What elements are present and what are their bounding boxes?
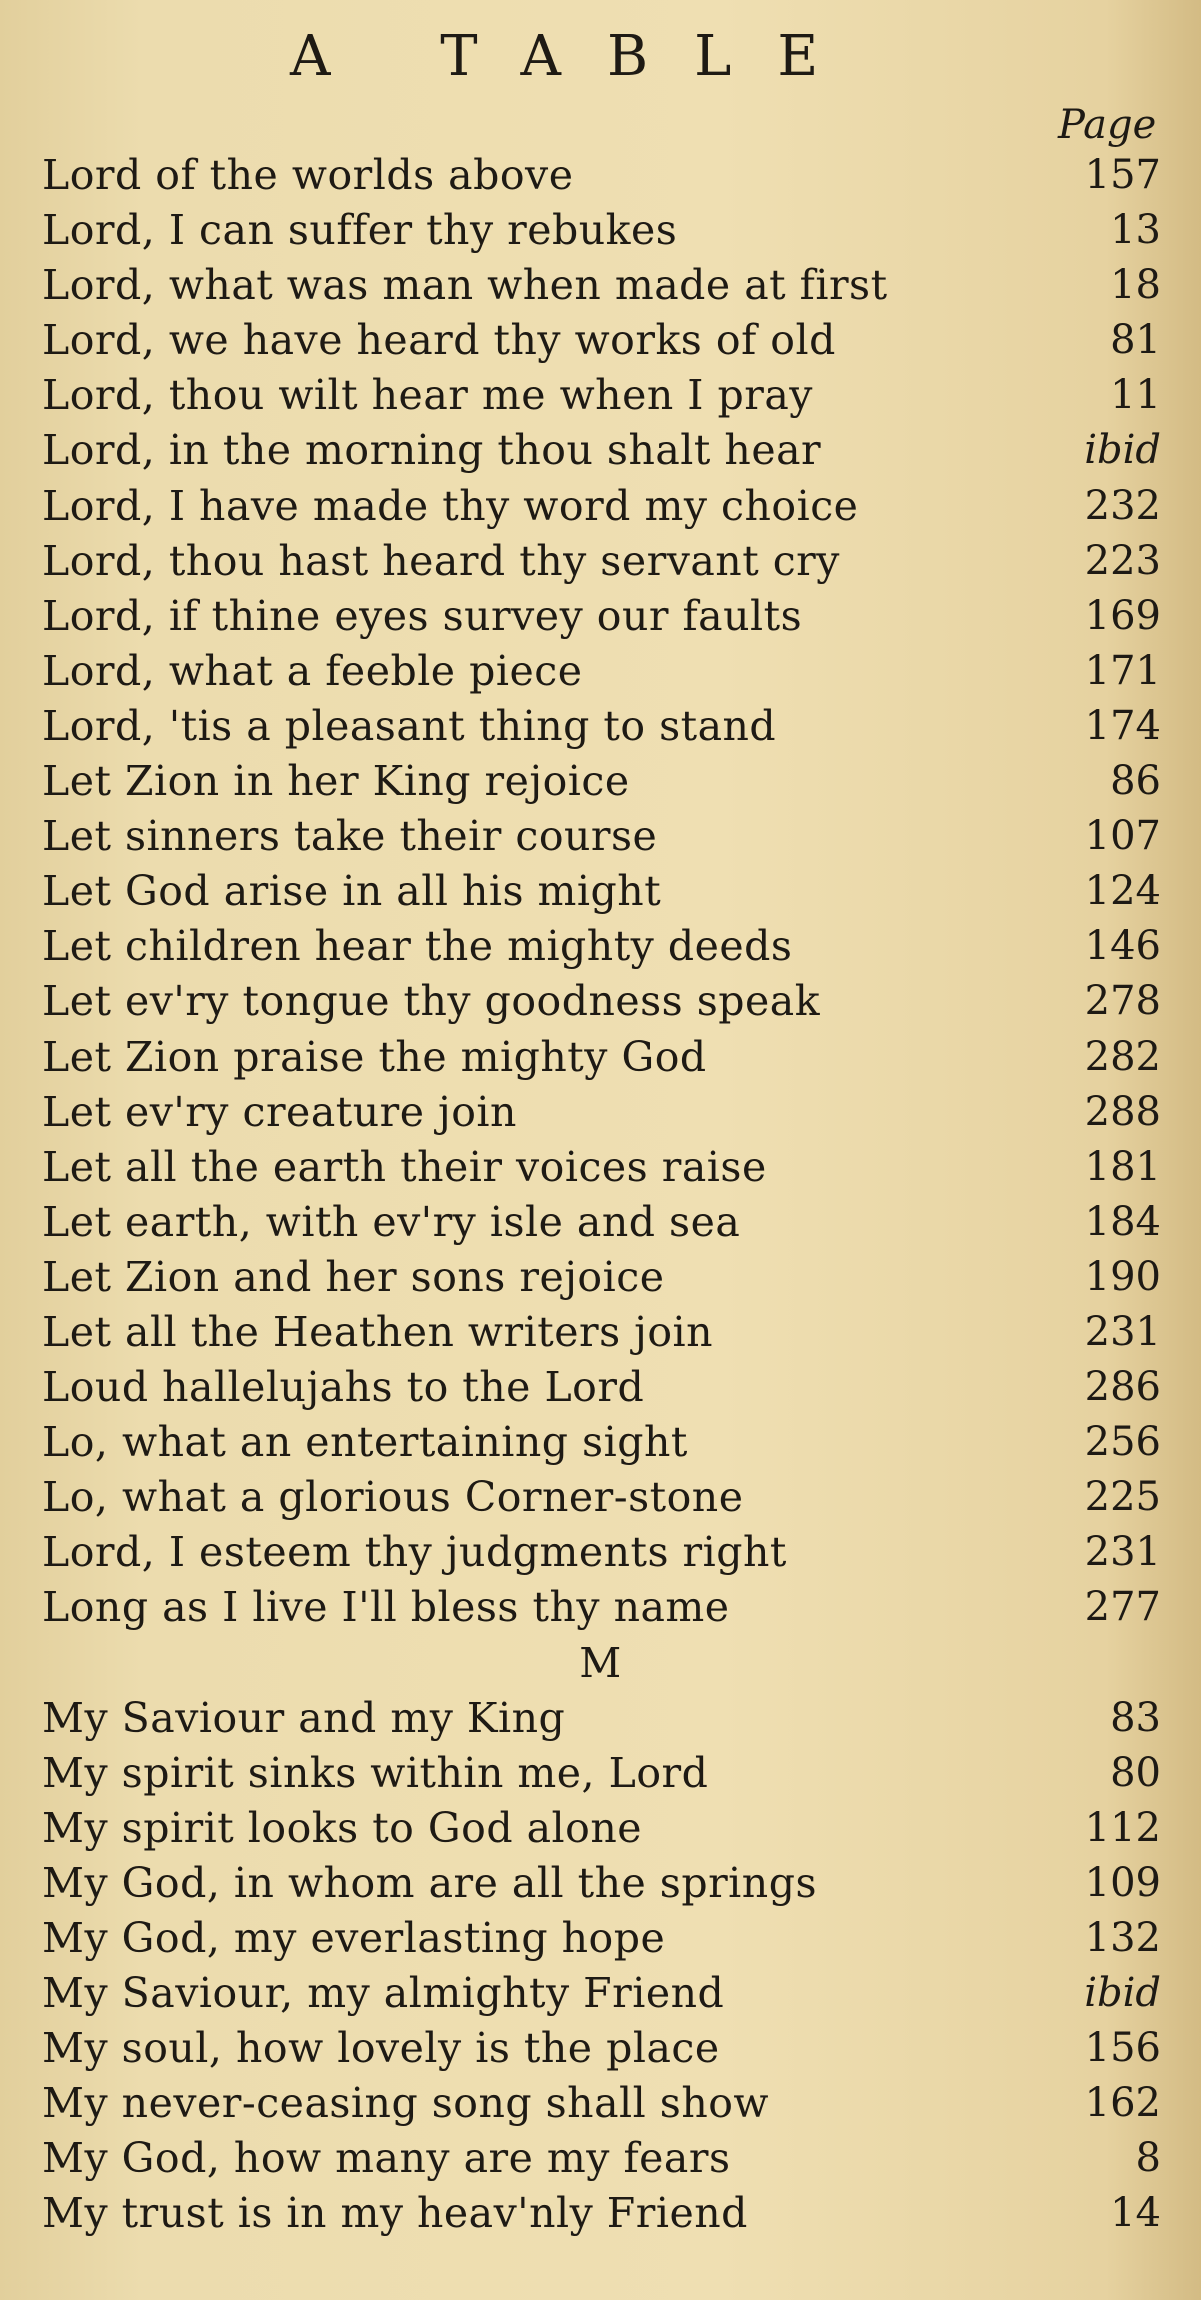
- entry-first-line: My soul, how lovely is the place: [42, 2024, 720, 2073]
- entry-page-number: 184: [1084, 1198, 1161, 1245]
- entry-page-number: 190: [1084, 1253, 1161, 1300]
- entry-page-number: 278: [1084, 978, 1161, 1025]
- entry-page-number: 162: [1084, 2080, 1161, 2127]
- index-entry: [0, 2186, 1201, 2241]
- index-entry: [0, 699, 1201, 754]
- index-entry: [0, 1856, 1201, 1911]
- index-list: [0, 148, 1201, 2242]
- index-entry: [0, 1911, 1201, 1966]
- entry-first-line: Let Zion and her sons rejoice: [42, 1252, 665, 1301]
- entry-page-number: 14: [1110, 2190, 1161, 2237]
- entry-page-number: 256: [1084, 1419, 1161, 1466]
- entry-first-line: My never-ceasing song shall show: [42, 2079, 770, 2128]
- entry-page-number: 223: [1084, 537, 1161, 584]
- index-entry: [0, 534, 1201, 589]
- entry-page-number: 277: [1084, 1584, 1161, 1631]
- entry-page-number: 231: [1084, 1308, 1161, 1355]
- index-entry: [0, 313, 1201, 368]
- index-entry: [0, 754, 1201, 809]
- index-entry: [0, 479, 1201, 534]
- entry-first-line: Lord, what was man when made at first: [42, 261, 888, 310]
- index-entry: [0, 1140, 1201, 1195]
- entry-first-line: My spirit looks to God alone: [42, 1803, 643, 1852]
- entry-page-number: 13: [1110, 207, 1161, 254]
- index-entry: [0, 1030, 1201, 1085]
- entry-first-line: My Saviour, my almighty Friend: [42, 1969, 725, 2018]
- entry-page-number: 169: [1084, 592, 1161, 639]
- entry-first-line: Lord, I can suffer thy rebukes: [42, 206, 678, 255]
- index-entry: [0, 1746, 1201, 1801]
- entry-page-number: 171: [1084, 647, 1161, 694]
- entry-page-number: 232: [1084, 482, 1161, 529]
- index-entry: [0, 1801, 1201, 1856]
- entry-page-number: 80: [1110, 1749, 1161, 1796]
- entry-first-line: Lord, if thine eyes survey our faults: [42, 591, 803, 640]
- entry-page-number: 174: [1084, 702, 1161, 749]
- page-column-label: Page: [1058, 102, 1157, 148]
- entry-first-line: Lord, I have made thy word my choice: [42, 481, 859, 530]
- entry-page-number: 107: [1084, 813, 1161, 860]
- entry-first-line: Let God arise in all his might: [42, 867, 662, 916]
- index-entry: [0, 1360, 1201, 1415]
- index-entry: [0, 423, 1201, 478]
- entry-page-number: 11: [1110, 372, 1161, 419]
- entry-page-number: 109: [1084, 1859, 1161, 1906]
- index-entry: [0, 1250, 1201, 1305]
- entry-first-line: Let children hear the mighty deeds: [42, 922, 793, 971]
- entry-first-line: My God, my everlasting hope: [42, 1914, 666, 1962]
- entry-first-line: Let Zion in her King rejoice: [42, 757, 630, 806]
- entry-first-line: Lord, we have heard thy works of old: [42, 316, 836, 365]
- entry-first-line: Loud hallelujahs to the Lord: [42, 1363, 645, 1412]
- entry-first-line: Let ev'ry creature join: [42, 1087, 517, 1136]
- entry-first-line: Let all the earth their voices raise: [42, 1142, 767, 1191]
- index-entry: [0, 919, 1201, 974]
- index-entry: [0, 368, 1201, 423]
- entry-first-line: Lord, thou wilt hear me when I pray: [42, 371, 813, 420]
- entry-page-number: 112: [1084, 1804, 1161, 1851]
- entry-page-number: 156: [1084, 2025, 1161, 2072]
- entry-first-line: My trust is in my heav'nly Friend: [42, 2189, 748, 2238]
- index-entry: [0, 1470, 1201, 1525]
- entry-first-line: Let Zion praise the mighty God: [42, 1032, 707, 1081]
- entry-first-line: Lord, in the morning thou shalt hear: [42, 426, 822, 475]
- section-heading: [0, 1636, 1201, 1691]
- index-entry: [0, 1195, 1201, 1250]
- entry-first-line: Lo, what an entertaining sight: [42, 1418, 688, 1467]
- index-entry: [0, 2021, 1201, 2076]
- entry-first-line: Lord, I esteem thy judgments right: [42, 1528, 787, 1577]
- entry-first-line: Let earth, with ev'ry isle and sea: [42, 1197, 741, 1246]
- entry-first-line: Lo, what a glorious Corner-stone: [42, 1473, 744, 1522]
- entry-page-number: 81: [1110, 317, 1161, 364]
- entry-page-number: 288: [1084, 1088, 1161, 1135]
- index-entry: [0, 589, 1201, 644]
- entry-first-line: Let ev'ry tongue thy goodness speak: [42, 977, 821, 1026]
- index-entry: [0, 2076, 1201, 2131]
- entry-first-line: My Saviour and my King: [42, 1693, 566, 1742]
- entry-page-number: ibid: [1084, 1970, 1161, 2017]
- index-entry: [0, 1085, 1201, 1140]
- index-entry: [0, 1305, 1201, 1360]
- entry-first-line: Lord, thou hast heard thy servant cry: [42, 536, 840, 585]
- entry-first-line: My spirit sinks within me, Lord: [42, 1748, 709, 1797]
- index-entry: [0, 203, 1201, 258]
- entry-page-number: 18: [1110, 262, 1161, 309]
- entry-page-number: 86: [1110, 758, 1161, 805]
- entry-first-line: Long as I live I'll bless thy name: [42, 1583, 730, 1632]
- entry-page-number: 286: [1084, 1364, 1161, 1411]
- entry-page-number: 231: [1084, 1529, 1161, 1576]
- entry-first-line: Lord, 'tis a pleasant thing to stand: [42, 701, 777, 750]
- index-entry: [0, 2131, 1201, 2186]
- entry-page-number: 132: [1084, 1915, 1161, 1961]
- entry-first-line: Lord, what a feeble piece: [42, 646, 583, 695]
- section-letter: M: [579, 1638, 622, 1687]
- entry-first-line: My God, how many are my fears: [42, 2134, 731, 2183]
- index-entry: [0, 1580, 1201, 1635]
- index-entry: [0, 644, 1201, 699]
- page-title: A TABLE: [290, 24, 865, 89]
- index-entry: [0, 864, 1201, 919]
- entry-page-number: 83: [1110, 1694, 1161, 1741]
- index-entry: [0, 148, 1201, 203]
- entry-page-number: 181: [1084, 1143, 1161, 1190]
- entry-first-line: Lord of the worlds above: [42, 151, 574, 199]
- entry-page-number: 8: [1135, 2135, 1161, 2182]
- entry-page-number: 282: [1084, 1033, 1161, 1080]
- index-entry: [0, 258, 1201, 313]
- entry-page-number: 225: [1084, 1474, 1161, 1521]
- index-entry: [0, 974, 1201, 1029]
- entry-page-number: 124: [1084, 868, 1161, 915]
- index-entry: [0, 809, 1201, 864]
- index-entry: [0, 1691, 1201, 1746]
- entry-page-number: ibid: [1084, 427, 1161, 474]
- entry-page-number: 157: [1084, 152, 1161, 198]
- entry-first-line: My God, in whom are all the springs: [42, 1858, 817, 1907]
- index-entry: [0, 1525, 1201, 1580]
- index-entry: [0, 1966, 1201, 2021]
- index-entry: [0, 1415, 1201, 1470]
- entry-first-line: Let all the Heathen writers join: [42, 1307, 714, 1356]
- entry-page-number: 146: [1084, 923, 1161, 970]
- entry-first-line: Let sinners take their course: [42, 812, 658, 861]
